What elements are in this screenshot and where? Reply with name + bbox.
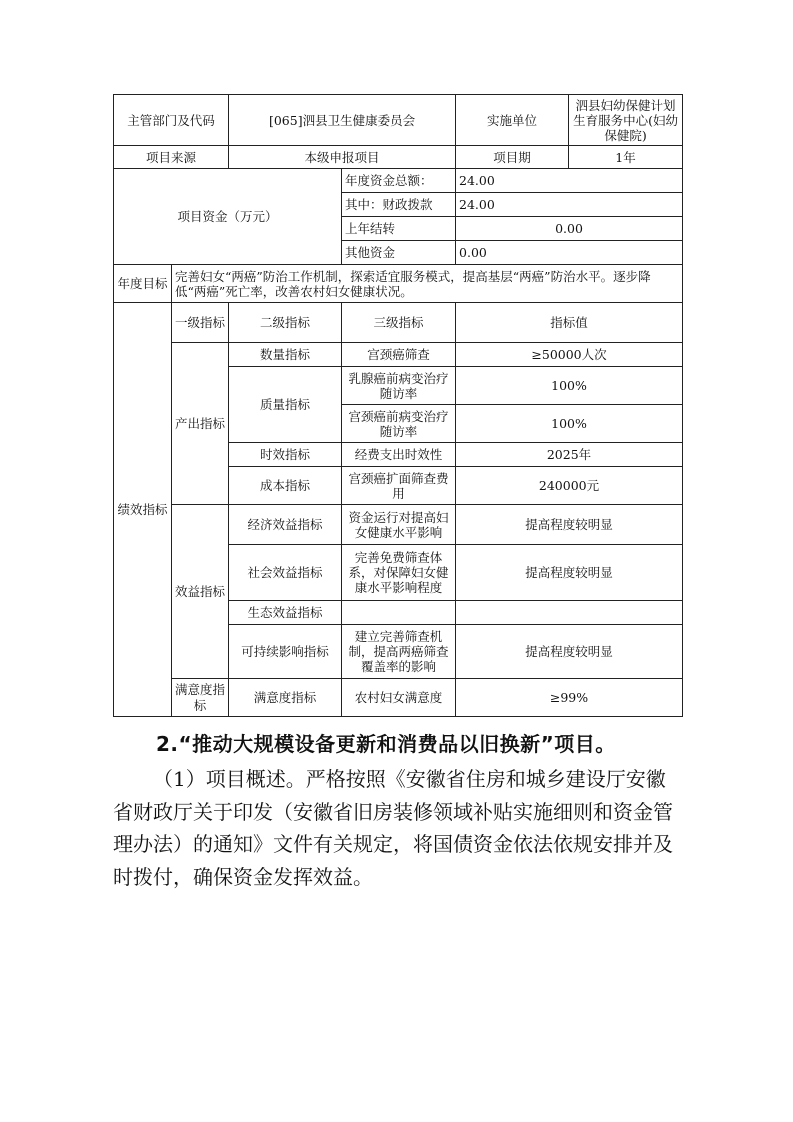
fund-carryover-label: 上年结转 [342,217,456,241]
table-row [114,343,683,367]
funds-label: 项目资金（万元） [114,169,342,265]
quality-breast-value: 100% [456,367,683,405]
competent-dept-label: 主管部门及代码 [114,95,229,146]
fund-total-label: 年度资金总额： [342,169,456,193]
ecological-level2: 生态效益指标 [229,601,342,625]
quality-cervical-value: 100% [456,405,683,443]
table-row [114,679,683,717]
economic-level2: 经济效益指标 [229,505,342,545]
table-row [114,169,683,193]
table-row [114,505,683,545]
section-heading: 2.“推动大规模设备更新和消费品以旧换新”项目。 [156,732,616,756]
table-row [114,146,683,169]
benefit-label: 效益指标 [172,505,229,679]
annual-goal-label: 年度目标 [114,265,172,303]
impl-unit-value: 泗县妇幼保健计划生育服务中心(妇幼保健院) [569,95,683,146]
header-level2: 二级指标 [229,303,342,343]
fund-other-value: 0.00 [456,241,683,265]
perf-label: 绩效指标 [114,303,172,717]
social-level3: 完善免费筛查体系，对保障妇女健康水平影响程度 [342,545,456,601]
output-label: 产出指标 [172,343,229,505]
cost-level3: 宫颈癌扩面筛查费用 [342,467,456,505]
satisfaction-level2: 满意度指标 [229,679,342,717]
source-value: 本级申报项目 [229,146,456,169]
header-level3: 三级指标 [342,303,456,343]
economic-value: 提高程度较明显 [456,505,683,545]
fund-total-value: 24.00 [456,169,683,193]
performance-target-table [113,94,683,717]
table-row [114,303,683,343]
ecological-value [456,601,683,625]
fund-fiscal-label: 其中：财政拨款 [342,193,456,217]
ecological-level3 [342,601,456,625]
impl-unit-label: 实施单位 [456,95,569,146]
quantity-level2: 数量指标 [229,343,342,367]
timeliness-value: 2025年 [456,443,683,467]
period-value: 1年 [569,146,683,169]
sustainable-level2: 可持续影响指标 [229,625,342,679]
quality-level2: 质量指标 [229,367,342,443]
competent-dept-value: [065]泗县卫生健康委员会 [229,95,456,146]
sustainable-level3: 建立完善筛查机制，提高两癌筛查覆盖率的影响 [342,625,456,679]
social-value: 提高程度较明显 [456,545,683,601]
fund-other-label: 其他资金 [342,241,456,265]
table-row [114,95,683,146]
source-label: 项目来源 [114,146,229,169]
timeliness-level2: 时效指标 [229,443,342,467]
economic-level3: 资金运行对提高妇女健康水平影响 [342,505,456,545]
quality-cervical-level3: 宫颈癌前病变治疗随访率 [342,405,456,443]
fund-fiscal-value: 24.00 [456,193,683,217]
section-paragraph: （1）项目概述。严格按照《安徽省住房和城乡建设厅安徽省财政厅关于印发（安徽省旧房装修领域补贴实施细则和资金管理办法）的通知》文件有关规定，将国债资金依法依规安排并及时拨付，确保资金发挥效益。 [113,767,673,889]
table-row [114,265,683,303]
satisfaction-level3: 农村妇女满意度 [342,679,456,717]
quality-breast-level3: 乳腺癌前病变治疗随访率 [342,367,456,405]
quantity-level3: 宫颈癌筛查 [342,343,456,367]
timeliness-level3: 经费支出时效性 [342,443,456,467]
fund-carryover-value: 0.00 [456,217,683,241]
header-value: 指标值 [456,303,683,343]
satisfaction-label: 满意度指标 [172,679,229,717]
cost-level2: 成本指标 [229,467,342,505]
annual-goal-text: 完善妇女“两癌”防治工作机制，探索适宜服务模式，提高基层“两癌”防治水平。逐步降低“两癌”死亡率，改善农村妇女健康状况。 [172,265,683,303]
period-label: 项目期 [456,146,569,169]
header-level1: 一级指标 [172,303,229,343]
sustainable-value: 提高程度较明显 [456,625,683,679]
quantity-value: ≥50000人次 [456,343,683,367]
satisfaction-value: ≥99% [456,679,683,717]
cost-value: 240000元 [456,467,683,505]
social-level2: 社会效益指标 [229,545,342,601]
